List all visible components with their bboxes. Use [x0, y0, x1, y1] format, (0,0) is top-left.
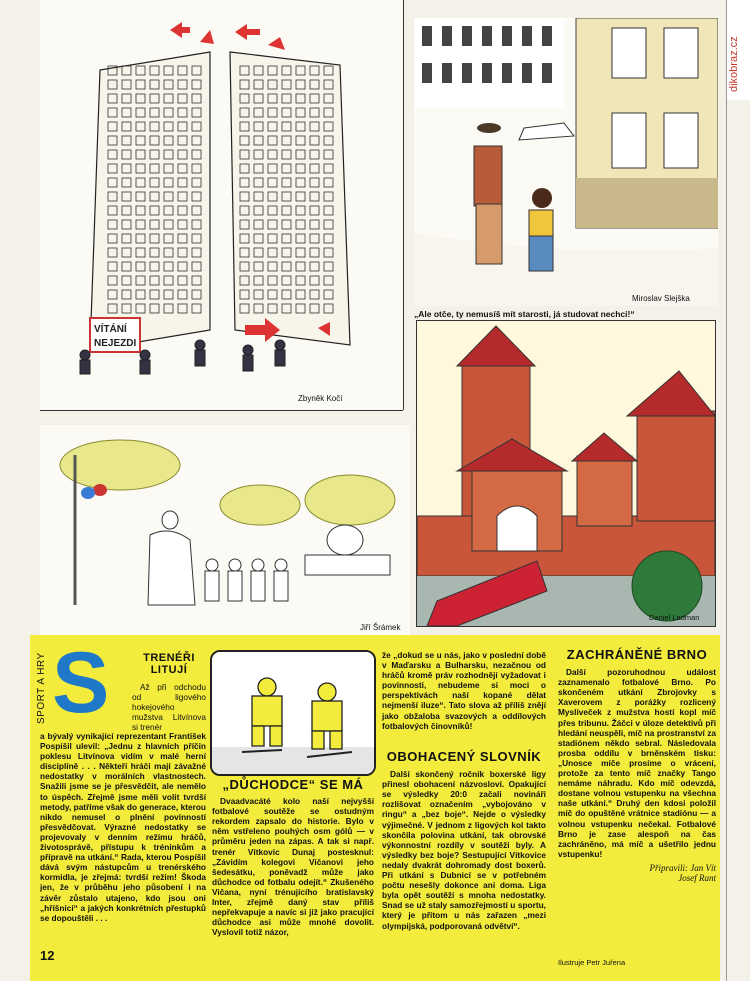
title-duchodce: „DŮCHODCE“ SE MÁ — [222, 777, 364, 792]
body-slovnik: Další skončený ročník boxerské ligy přinesl obohacení názvosloví. Opakující se výsledky 20:0 začali novináři rozlišovat označením „vybojováno v ringu“ a „bez boje“. Nejde o výsledky výjimečné. V jednom z ligových kol takto skončila polovina utkání, tak obrovské výkonnostní rozdíly v soutěži byly. A výsledky bez boje? Sestupující Vítkovice nedaly dvakrát dohromady dost boxerů. Při utkání s Dubnicí se v potřebném počtu nesešly dokonce ani doma. Liga byla opět soutěží s mnoha nedostatky. Snad se už staly samozřejmostí u sportu, který je přitom u nás zařazen „mezi olympijská, podporovaná odvětví“. — [382, 769, 546, 931]
title-brno: ZACHRÁNĚNÉ BRNO — [566, 647, 708, 662]
title-slovnik: OBOHACENÝ SLOVNÍK — [386, 749, 542, 764]
body-brno: Další pozoruhodnou událost zaznamenalo fotbalové Brno. Po skončeném utkání Zbrojovky s Xaverovem z poráżky rozlicený Mysliveček z mužstva hostí kopl míč přes tribunu. Žáčci v úloze detektivů při hledání neuspěli, míč na prostranství za stadiónem někdo sebral. Následovala prosba oddílu v brněnském tisku: „Unosce míče prosíme o vrácení, protože za tento míč značky Tango nemáme náhradu. Kdo míč odevzdá, dostane volnou vstupenku na všechna naše utkání.“ Druhý den kdosi položil míč do opuštěné vrátnice stadiónu — a volnou vstupenku nečekal. Fotbalové Brno je zase alespoň na čas zachráněno, má míč a ušetřilo jednu vstupenku! — [558, 667, 716, 859]
title-treneri-2: LITUJÍ — [150, 664, 188, 676]
intro-treneri: Až při odchodu od ligového hokejového mužstva Litvínova si trenér — [132, 682, 206, 733]
author-sramek: Jiří Šrámek — [360, 623, 401, 632]
section-label: SPORT A HRY — [36, 652, 47, 724]
credits-prepared: Připravili: Jan Vít — [649, 862, 716, 873]
cartoon-towers — [40, 0, 403, 410]
credits-illustration: Ilustruje Petr Juřena — [558, 958, 626, 967]
title-treneri-1: TRENÉŘI — [143, 652, 195, 664]
hockey-illustration — [210, 650, 376, 776]
big-s-letter: S — [52, 635, 110, 731]
author-koci: Zbyněk Kočí — [298, 394, 343, 403]
banner-line1: VÍTÁNÍ — [94, 324, 127, 335]
body-treneri: a bývalý vynikající reprezentant František Pospíšil ulevil: „Jednu z hlavních příčin poklesu Litvínova vidím v malé herní disciplíně . . . Někteří hráči mají závažné nedostatky v morálních vlastnostech. Snažili jsme se je přesvědčit, ale nemělo to úspěch. Zřejmě jsme měli volit tvrdší metody, patříme však do generace, kterou nikdo nemusel o plnění povinností přesvědčovat. Výrazné nedostatky se projevovaly v denním režimu hráčů, životosprávě, přístupu k tréninkům a přípravě na utkání.“ Rada, kterou Pospíšil dává svým nástupcům u trenérského kormidla, je zřejmá: tvrdší režim! Škoda jen, že v průběhu jeho působení i na závěr zůstalo utajeno, kdo jsou oni „hříšníci“ a jakých konkrétních přestupků se dopouštěli . . . — [40, 731, 206, 923]
author-slejska: Miroslav Slejška — [632, 294, 690, 303]
cartoon-castle — [416, 320, 716, 627]
side-url: dikobraz.cz — [726, 0, 750, 100]
credits-prepared-2: Josef Rant — [678, 872, 716, 883]
body-duchodce: Dvaadvacáté kolo naší nejvyšší fotbalové soutěže se ostudným rekordem zapsalo do historie. Bylo v něm vstřeleno pouhých osm gólů — v průměru jeden na zápas. A tak si např. trenér Vítkovic Dunaj postesknul: „Závidím kolegovi Vičanovi jeho šedesátku, poněvadž může jako důchodce od fotbalu odejít.“ Zkušeného Vičana, nyní trénujícího bratislavský Inter, zřejmě daný stav příliš nepřekvapuje a navíc si již jako pracující důchodce asi může mnohé dovolit. Vyslovil totiž názor, — [212, 796, 374, 938]
caption-slejska: „Ale otče, ty nemusíš mít starosti, já studovat nechci!“ — [414, 309, 635, 319]
article-duchodce-continued: že „dokud se u nás, jako v poslední době v Maďarsku a Bulharsku, nezačnou od hráčů kromě práv rozhodnějí vyžadovat i povinnosti, nebudeme si moci o perspektivách naší kopané dělat nejmenší iluze“. Tato slova až příliš znějí jako obžaloba svazových a oddílových fotbalových činovníků! — [382, 650, 546, 731]
article-brno — [558, 647, 716, 883]
banner-line2: NEJEZDI — [94, 338, 137, 349]
cartoon-park — [40, 425, 410, 635]
article-slovnik — [382, 749, 546, 931]
towers-illustration — [40, 0, 403, 410]
article-treneri — [132, 652, 206, 732]
page-number: 12 — [40, 948, 55, 963]
article-duchodce — [212, 777, 374, 938]
author-ladman: Daniel Ladman — [649, 613, 700, 622]
cartoon-street — [414, 18, 718, 306]
